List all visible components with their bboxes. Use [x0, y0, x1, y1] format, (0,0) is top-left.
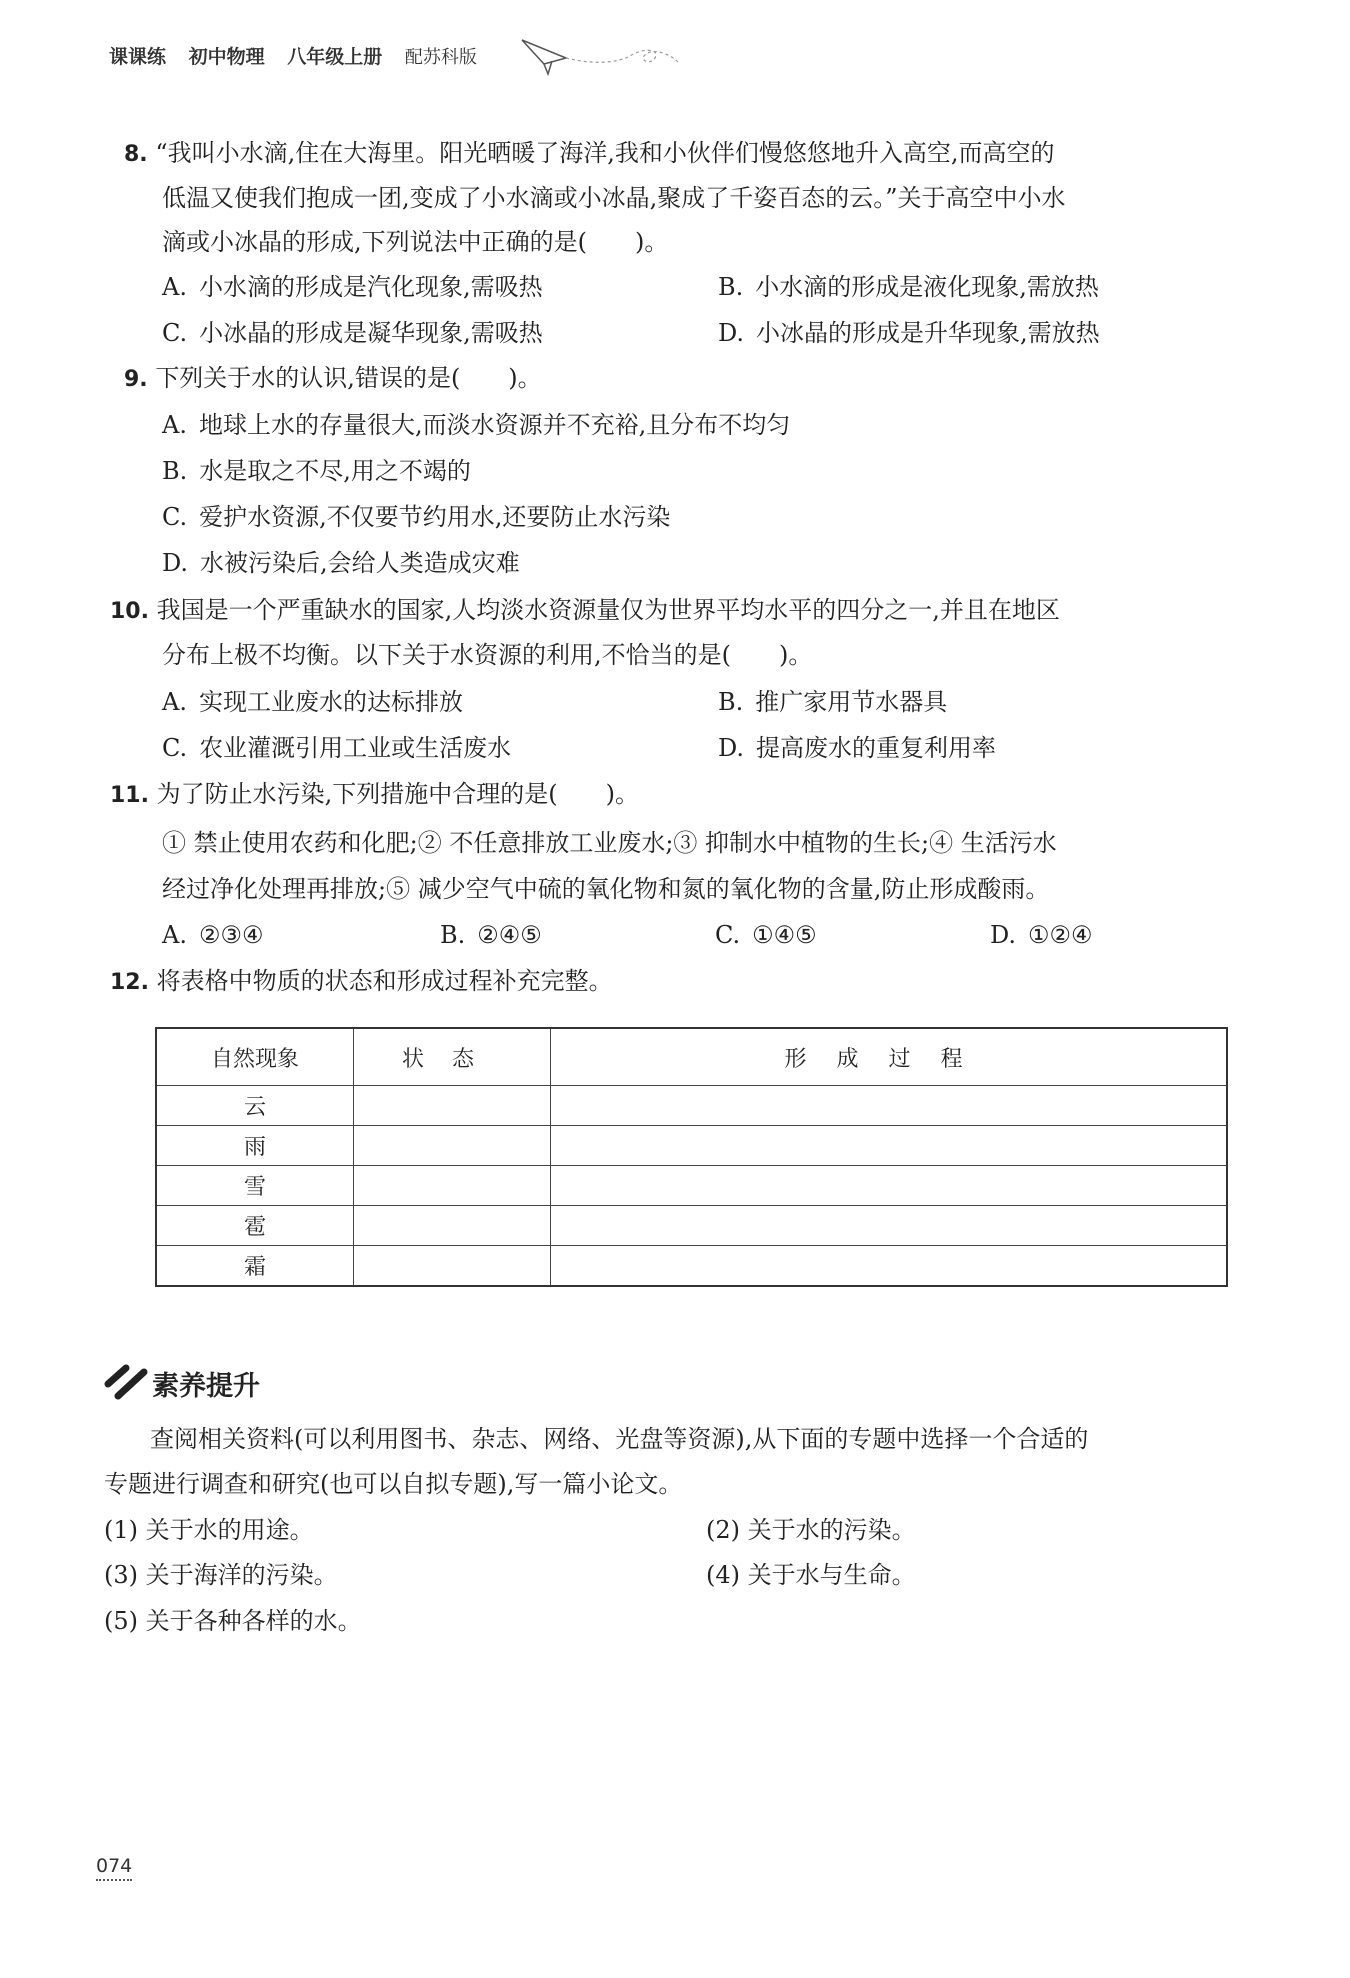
q9-option-b: B. 水是取之不尽,用之不竭的: [162, 457, 471, 485]
q9-stem: 9. 下列关于水的认识,错误的是( )。: [124, 364, 542, 392]
q8-text-3: 滴或小冰晶的形成,下列说法中正确的是( )。: [162, 228, 669, 256]
state-answer-cell[interactable]: [354, 1166, 551, 1206]
q11-stem: 11. 为了防止水污染,下列措施中合理的是( )。: [110, 780, 639, 808]
phenomenon-cell: 云: [156, 1086, 354, 1126]
subject-name: 初中物理: [188, 46, 265, 68]
section-intro-1: 查阅相关资料(可以利用图书、杂志、网络、光盘等资源),从下面的专题中选择一个合适的: [150, 1425, 1089, 1453]
topic-2: (2) 关于水的污染。: [706, 1516, 916, 1544]
q11-number: 11.: [110, 783, 149, 808]
header-state: 状态: [354, 1028, 551, 1086]
header-process: 形成过程: [551, 1028, 1228, 1086]
q12-stem: 12. 将表格中物质的状态和形成过程补充完整。: [110, 967, 613, 995]
topic-1: (1) 关于水的用途。: [104, 1516, 314, 1544]
q12-number: 12.: [110, 970, 149, 995]
page-number: 074: [96, 1855, 132, 1881]
running-header: [109, 42, 493, 69]
q11-text-2: 经过净化处理再排放;⑤ 减少空气中硫的氧化物和氮的氧化物的含量,防止形成酸雨。: [162, 875, 1050, 903]
phenomenon-cell: 雹: [156, 1206, 354, 1246]
table-row: [156, 1206, 1227, 1246]
table-row: [156, 1086, 1227, 1126]
state-answer-cell[interactable]: [354, 1206, 551, 1246]
table-row: [156, 1126, 1227, 1166]
q10-option-b: B. 推广家用节水器具: [718, 688, 948, 716]
q8-text-2: 低温又使我们抱成一团,变成了小水滴或小冰晶,聚成了千姿百态的云。”关于高空中小水: [162, 184, 1066, 212]
phenomenon-cell: 雪: [156, 1166, 354, 1206]
process-answer-cell[interactable]: [551, 1246, 1228, 1287]
state-answer-cell[interactable]: [354, 1086, 551, 1126]
q10-option-a: A. 实现工业废水的达标排放: [162, 688, 463, 716]
process-answer-cell[interactable]: [551, 1206, 1228, 1246]
phenomenon-cell: 雨: [156, 1126, 354, 1166]
q8-text-1: “我叫小水滴,住在大海里。阳光晒暖了海洋,我和小伙伴们慢悠悠地升入高空,而高空的: [155, 139, 1055, 167]
topic-3: (3) 关于海洋的污染。: [104, 1561, 338, 1589]
topic-4: (4) 关于水与生命。: [706, 1561, 916, 1589]
section-slash-icon: [104, 1362, 150, 1402]
process-answer-cell[interactable]: [551, 1086, 1228, 1126]
table-row: [156, 1166, 1227, 1206]
q9-option-d: D. 水被污染后,会给人类造成灾难: [162, 549, 520, 577]
q8-line-1: [124, 136, 1054, 172]
section-title: 素养提升: [152, 1371, 260, 1402]
table-header-row: [156, 1028, 1227, 1086]
edition-name: 配苏科版: [404, 47, 477, 68]
topic-5: (5) 关于各种各样的水。: [104, 1607, 362, 1635]
grade-name: 八年级上册: [287, 46, 383, 68]
q8-number: 8.: [124, 142, 148, 167]
q11-option-c: C. ①④⑤: [715, 921, 817, 949]
q9-option-a: A. 地球上水的存量很大,而淡水资源并不充裕,且分布不均匀: [162, 411, 791, 439]
q11-text-1: ① 禁止使用农药和化肥;② 不任意排放工业废水;③ 抑制水中植物的生长;④ 生活污水: [162, 829, 1057, 857]
section-intro-2: 专题进行调查和研究(也可以自拟专题),写一篇小论文。: [104, 1470, 683, 1498]
q8-option-a: A. 小水滴的形成是汽化现象,需吸热: [162, 273, 543, 301]
table-row: [156, 1246, 1227, 1287]
q10-option-c: C. 农业灌溉引用工业或生活废水: [162, 734, 512, 762]
phenomenon-cell: 霜: [156, 1246, 354, 1287]
phenomena-table: [155, 1027, 1228, 1287]
q10-option-d: D. 提高废水的重复利用率: [718, 734, 997, 762]
state-answer-cell[interactable]: [354, 1126, 551, 1166]
q10-number: 10.: [110, 599, 149, 624]
header-phenomenon: 自然现象: [156, 1028, 354, 1086]
q10-text-2: 分布上极不均衡。以下关于水资源的利用,不恰当的是( )。: [162, 641, 813, 669]
q10-line-1: 10. 我国是一个严重缺水的国家,人均淡水资源量仅为世界平均水平的四分之一,并且在地区: [110, 596, 1060, 624]
q11-option-d: D. ①②④: [990, 921, 1093, 949]
q8-option-d: D. 小冰晶的形成是升华现象,需放热: [718, 319, 1100, 347]
series-name: 课课练: [109, 46, 167, 68]
q9-number: 9.: [124, 367, 148, 392]
q8-option-b: B. 小水滴的形成是液化现象,需放热: [718, 273, 1099, 301]
q8-option-c: C. 小冰晶的形成是凝华现象,需吸热: [162, 319, 543, 347]
q9-option-c: C. 爱护水资源,不仅要节约用水,还要防止水污染: [162, 503, 671, 531]
process-answer-cell[interactable]: [551, 1126, 1228, 1166]
q11-option-b: B. ②④⑤: [440, 921, 542, 949]
q11-option-a: A. ②③④: [162, 921, 264, 949]
process-answer-cell[interactable]: [551, 1166, 1228, 1206]
paper-plane-icon: [520, 34, 680, 80]
state-answer-cell[interactable]: [354, 1246, 551, 1287]
